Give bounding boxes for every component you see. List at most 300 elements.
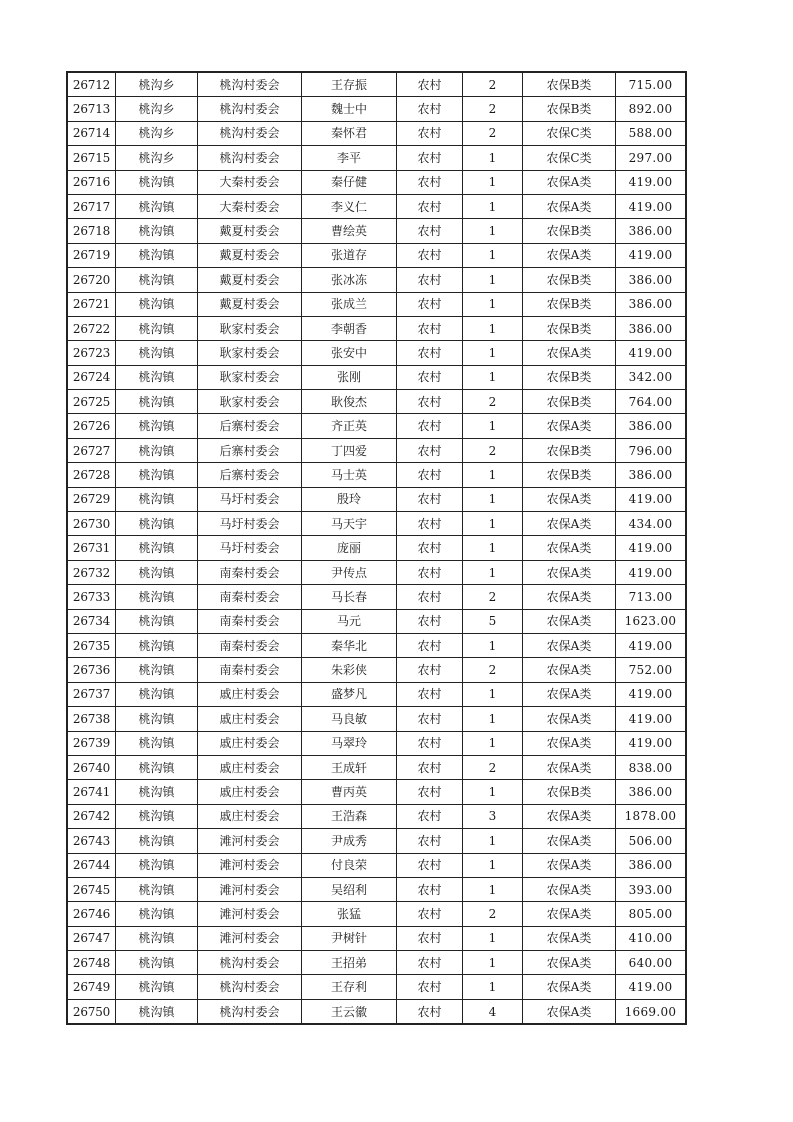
person-count-cell: 1 xyxy=(463,341,523,365)
insurance-category-cell: 农保A类 xyxy=(523,536,616,560)
household-type-cell: 农村 xyxy=(397,560,463,584)
record-id-cell: 26726 xyxy=(67,414,116,438)
insurance-category-cell: 农保A类 xyxy=(523,487,616,511)
record-id-cell: 26730 xyxy=(67,512,116,536)
household-type-cell: 农村 xyxy=(397,975,463,999)
village-committee-cell: 南秦村委会 xyxy=(198,609,302,633)
person-count-cell: 1 xyxy=(463,560,523,584)
record-id-cell: 26749 xyxy=(67,975,116,999)
insurance-category-cell: 农保A类 xyxy=(523,512,616,536)
person-count-cell: 1 xyxy=(463,414,523,438)
village-committee-cell: 桃沟村委会 xyxy=(198,975,302,999)
table-row xyxy=(67,999,686,1024)
village-committee-cell: 戴夏村委会 xyxy=(198,292,302,316)
household-type-cell: 农村 xyxy=(397,658,463,682)
household-type-cell: 农村 xyxy=(397,194,463,218)
table-row xyxy=(67,804,686,828)
village-committee-cell: 后寨村委会 xyxy=(198,463,302,487)
town-cell: 桃沟镇 xyxy=(116,243,198,267)
village-committee-cell: 大秦村委会 xyxy=(198,170,302,194)
amount-cell: 386.00 xyxy=(616,780,687,804)
table-row xyxy=(67,219,686,243)
amount-cell: 386.00 xyxy=(616,463,687,487)
village-committee-cell: 桃沟村委会 xyxy=(198,951,302,975)
village-committee-cell: 大秦村委会 xyxy=(198,194,302,218)
table-row xyxy=(67,731,686,755)
record-id-cell: 26750 xyxy=(67,999,116,1024)
person-name-cell: 魏士中 xyxy=(302,97,397,121)
village-committee-cell: 桃沟村委会 xyxy=(198,146,302,170)
table-row xyxy=(67,512,686,536)
insurance-category-cell: 农保A类 xyxy=(523,755,616,779)
person-name-cell: 秦怀君 xyxy=(302,121,397,145)
table-body xyxy=(67,72,686,1024)
household-type-cell: 农村 xyxy=(397,97,463,121)
village-committee-cell: 滩河村委会 xyxy=(198,926,302,950)
town-cell: 桃沟镇 xyxy=(116,219,198,243)
amount-cell: 419.00 xyxy=(616,633,687,657)
table-row xyxy=(67,121,686,145)
record-id-cell: 26737 xyxy=(67,682,116,706)
town-cell: 桃沟镇 xyxy=(116,194,198,218)
person-name-cell: 付良荣 xyxy=(302,853,397,877)
person-count-cell: 2 xyxy=(463,755,523,779)
insurance-category-cell: 农保A类 xyxy=(523,682,616,706)
insurance-category-cell: 农保A类 xyxy=(523,194,616,218)
person-count-cell: 1 xyxy=(463,731,523,755)
table-row xyxy=(67,829,686,853)
town-cell: 桃沟镇 xyxy=(116,755,198,779)
record-id-cell: 26731 xyxy=(67,536,116,560)
record-id-cell: 26742 xyxy=(67,804,116,828)
person-count-cell: 1 xyxy=(463,780,523,804)
person-count-cell: 5 xyxy=(463,609,523,633)
benefits-table xyxy=(66,71,687,1025)
table-row xyxy=(67,243,686,267)
table-row xyxy=(67,633,686,657)
table-row xyxy=(67,72,686,97)
person-name-cell: 殷玲 xyxy=(302,487,397,511)
town-cell: 桃沟镇 xyxy=(116,365,198,389)
household-type-cell: 农村 xyxy=(397,243,463,267)
table-row xyxy=(67,780,686,804)
record-id-cell: 26748 xyxy=(67,951,116,975)
person-name-cell: 王云徽 xyxy=(302,999,397,1024)
household-type-cell: 农村 xyxy=(397,438,463,462)
household-type-cell: 农村 xyxy=(397,682,463,706)
record-id-cell: 26733 xyxy=(67,585,116,609)
record-id-cell: 26741 xyxy=(67,780,116,804)
town-cell: 桃沟镇 xyxy=(116,316,198,340)
town-cell: 桃沟镇 xyxy=(116,658,198,682)
amount-cell: 419.00 xyxy=(616,560,687,584)
household-type-cell: 农村 xyxy=(397,853,463,877)
insurance-category-cell: 农保A类 xyxy=(523,951,616,975)
table-row xyxy=(67,877,686,901)
person-count-cell: 1 xyxy=(463,512,523,536)
insurance-category-cell: 农保A类 xyxy=(523,902,616,926)
person-count-cell: 2 xyxy=(463,121,523,145)
record-id-cell: 26739 xyxy=(67,731,116,755)
person-count-cell: 1 xyxy=(463,951,523,975)
amount-cell: 386.00 xyxy=(616,219,687,243)
household-type-cell: 农村 xyxy=(397,829,463,853)
table-row xyxy=(67,438,686,462)
table-row xyxy=(67,341,686,365)
table-row xyxy=(67,146,686,170)
amount-cell: 796.00 xyxy=(616,438,687,462)
insurance-category-cell: 农保A类 xyxy=(523,853,616,877)
household-type-cell: 农村 xyxy=(397,902,463,926)
table-row xyxy=(67,463,686,487)
town-cell: 桃沟乡 xyxy=(116,72,198,97)
person-name-cell: 张道存 xyxy=(302,243,397,267)
insurance-category-cell: 农保C类 xyxy=(523,121,616,145)
village-committee-cell: 桃沟村委会 xyxy=(198,999,302,1024)
table-row xyxy=(67,365,686,389)
amount-cell: 1878.00 xyxy=(616,804,687,828)
person-count-cell: 4 xyxy=(463,999,523,1024)
village-committee-cell: 滩河村委会 xyxy=(198,853,302,877)
village-committee-cell: 耿家村委会 xyxy=(198,341,302,365)
person-name-cell: 王存利 xyxy=(302,975,397,999)
village-committee-cell: 后寨村委会 xyxy=(198,414,302,438)
village-committee-cell: 滩河村委会 xyxy=(198,877,302,901)
insurance-category-cell: 农保B类 xyxy=(523,438,616,462)
amount-cell: 297.00 xyxy=(616,146,687,170)
town-cell: 桃沟镇 xyxy=(116,414,198,438)
person-name-cell: 张安中 xyxy=(302,341,397,365)
record-id-cell: 26736 xyxy=(67,658,116,682)
village-committee-cell: 滩河村委会 xyxy=(198,829,302,853)
person-count-cell: 1 xyxy=(463,146,523,170)
record-id-cell: 26734 xyxy=(67,609,116,633)
insurance-category-cell: 农保A类 xyxy=(523,829,616,853)
person-name-cell: 曹绘英 xyxy=(302,219,397,243)
person-name-cell: 张猛 xyxy=(302,902,397,926)
person-count-cell: 1 xyxy=(463,268,523,292)
insurance-category-cell: 农保A类 xyxy=(523,414,616,438)
person-name-cell: 马良敏 xyxy=(302,707,397,731)
amount-cell: 419.00 xyxy=(616,243,687,267)
record-id-cell: 26715 xyxy=(67,146,116,170)
insurance-category-cell: 农保B类 xyxy=(523,316,616,340)
record-id-cell: 26743 xyxy=(67,829,116,853)
town-cell: 桃沟镇 xyxy=(116,536,198,560)
person-name-cell: 庞丽 xyxy=(302,536,397,560)
person-count-cell: 1 xyxy=(463,463,523,487)
town-cell: 桃沟乡 xyxy=(116,97,198,121)
village-committee-cell: 戚庄村委会 xyxy=(198,731,302,755)
record-id-cell: 26725 xyxy=(67,390,116,414)
person-count-cell: 1 xyxy=(463,170,523,194)
village-committee-cell: 桃沟村委会 xyxy=(198,97,302,121)
household-type-cell: 农村 xyxy=(397,292,463,316)
insurance-category-cell: 农保A类 xyxy=(523,658,616,682)
person-name-cell: 马士英 xyxy=(302,463,397,487)
town-cell: 桃沟镇 xyxy=(116,341,198,365)
table-row xyxy=(67,536,686,560)
town-cell: 桃沟镇 xyxy=(116,463,198,487)
household-type-cell: 农村 xyxy=(397,780,463,804)
town-cell: 桃沟镇 xyxy=(116,829,198,853)
insurance-category-cell: 农保A类 xyxy=(523,731,616,755)
table-row xyxy=(67,560,686,584)
insurance-category-cell: 农保B类 xyxy=(523,292,616,316)
person-name-cell: 马元 xyxy=(302,609,397,633)
household-type-cell: 农村 xyxy=(397,512,463,536)
person-count-cell: 2 xyxy=(463,585,523,609)
insurance-category-cell: 农保A类 xyxy=(523,243,616,267)
table-row xyxy=(67,414,686,438)
table-row xyxy=(67,194,686,218)
person-name-cell: 李义仁 xyxy=(302,194,397,218)
table-row xyxy=(67,316,686,340)
record-id-cell: 26720 xyxy=(67,268,116,292)
household-type-cell: 农村 xyxy=(397,707,463,731)
person-name-cell: 丁四爱 xyxy=(302,438,397,462)
amount-cell: 386.00 xyxy=(616,292,687,316)
record-id-cell: 26722 xyxy=(67,316,116,340)
household-type-cell: 农村 xyxy=(397,609,463,633)
town-cell: 桃沟镇 xyxy=(116,877,198,901)
amount-cell: 419.00 xyxy=(616,487,687,511)
amount-cell: 805.00 xyxy=(616,902,687,926)
village-committee-cell: 戚庄村委会 xyxy=(198,804,302,828)
amount-cell: 715.00 xyxy=(616,72,687,97)
person-name-cell: 尹传点 xyxy=(302,560,397,584)
table-row xyxy=(67,390,686,414)
record-id-cell: 26744 xyxy=(67,853,116,877)
town-cell: 桃沟镇 xyxy=(116,487,198,511)
household-type-cell: 农村 xyxy=(397,268,463,292)
amount-cell: 838.00 xyxy=(616,755,687,779)
insurance-category-cell: 农保B类 xyxy=(523,219,616,243)
amount-cell: 419.00 xyxy=(616,975,687,999)
insurance-category-cell: 农保A类 xyxy=(523,707,616,731)
town-cell: 桃沟镇 xyxy=(116,170,198,194)
village-committee-cell: 戚庄村委会 xyxy=(198,707,302,731)
table-row xyxy=(67,682,686,706)
amount-cell: 892.00 xyxy=(616,97,687,121)
village-committee-cell: 南秦村委会 xyxy=(198,658,302,682)
amount-cell: 1623.00 xyxy=(616,609,687,633)
household-type-cell: 农村 xyxy=(397,487,463,511)
insurance-category-cell: 农保B类 xyxy=(523,463,616,487)
amount-cell: 588.00 xyxy=(616,121,687,145)
table-row xyxy=(67,755,686,779)
person-count-cell: 1 xyxy=(463,536,523,560)
table-row xyxy=(67,926,686,950)
town-cell: 桃沟镇 xyxy=(116,804,198,828)
table-row xyxy=(67,707,686,731)
insurance-category-cell: 农保A类 xyxy=(523,999,616,1024)
town-cell: 桃沟镇 xyxy=(116,560,198,584)
amount-cell: 419.00 xyxy=(616,194,687,218)
person-count-cell: 1 xyxy=(463,926,523,950)
household-type-cell: 农村 xyxy=(397,877,463,901)
amount-cell: 419.00 xyxy=(616,731,687,755)
insurance-category-cell: 农保B类 xyxy=(523,268,616,292)
person-count-cell: 1 xyxy=(463,243,523,267)
person-name-cell: 张成兰 xyxy=(302,292,397,316)
amount-cell: 419.00 xyxy=(616,707,687,731)
household-type-cell: 农村 xyxy=(397,755,463,779)
village-committee-cell: 耿家村委会 xyxy=(198,390,302,414)
town-cell: 桃沟镇 xyxy=(116,268,198,292)
person-count-cell: 1 xyxy=(463,292,523,316)
record-id-cell: 26721 xyxy=(67,292,116,316)
amount-cell: 419.00 xyxy=(616,682,687,706)
insurance-category-cell: 农保A类 xyxy=(523,609,616,633)
amount-cell: 713.00 xyxy=(616,585,687,609)
town-cell: 桃沟乡 xyxy=(116,146,198,170)
person-name-cell: 耿俊杰 xyxy=(302,390,397,414)
household-type-cell: 农村 xyxy=(397,390,463,414)
person-name-cell: 尹树针 xyxy=(302,926,397,950)
household-type-cell: 农村 xyxy=(397,146,463,170)
household-type-cell: 农村 xyxy=(397,414,463,438)
table-row xyxy=(67,487,686,511)
household-type-cell: 农村 xyxy=(397,170,463,194)
insurance-category-cell: 农保A类 xyxy=(523,975,616,999)
record-id-cell: 26745 xyxy=(67,877,116,901)
town-cell: 桃沟镇 xyxy=(116,902,198,926)
record-id-cell: 26714 xyxy=(67,121,116,145)
town-cell: 桃沟镇 xyxy=(116,975,198,999)
table-row xyxy=(67,268,686,292)
amount-cell: 386.00 xyxy=(616,414,687,438)
table-row xyxy=(67,585,686,609)
record-id-cell: 26724 xyxy=(67,365,116,389)
household-type-cell: 农村 xyxy=(397,72,463,97)
insurance-category-cell: 农保B类 xyxy=(523,390,616,414)
person-count-cell: 1 xyxy=(463,853,523,877)
amount-cell: 752.00 xyxy=(616,658,687,682)
record-id-cell: 26727 xyxy=(67,438,116,462)
village-committee-cell: 耿家村委会 xyxy=(198,316,302,340)
person-name-cell: 吴绍利 xyxy=(302,877,397,901)
person-count-cell: 1 xyxy=(463,316,523,340)
person-count-cell: 1 xyxy=(463,487,523,511)
person-count-cell: 1 xyxy=(463,194,523,218)
person-name-cell: 王存振 xyxy=(302,72,397,97)
town-cell: 桃沟镇 xyxy=(116,926,198,950)
person-name-cell: 秦仔健 xyxy=(302,170,397,194)
person-count-cell: 2 xyxy=(463,438,523,462)
village-committee-cell: 戴夏村委会 xyxy=(198,243,302,267)
insurance-category-cell: 农保A类 xyxy=(523,926,616,950)
household-type-cell: 农村 xyxy=(397,463,463,487)
record-id-cell: 26713 xyxy=(67,97,116,121)
amount-cell: 764.00 xyxy=(616,390,687,414)
person-count-cell: 1 xyxy=(463,365,523,389)
person-name-cell: 王招弟 xyxy=(302,951,397,975)
household-type-cell: 农村 xyxy=(397,999,463,1024)
person-name-cell: 张冰冻 xyxy=(302,268,397,292)
person-name-cell: 马翠玲 xyxy=(302,731,397,755)
person-count-cell: 1 xyxy=(463,975,523,999)
table-row xyxy=(67,609,686,633)
household-type-cell: 农村 xyxy=(397,951,463,975)
town-cell: 桃沟镇 xyxy=(116,731,198,755)
household-type-cell: 农村 xyxy=(397,219,463,243)
person-count-cell: 1 xyxy=(463,707,523,731)
village-committee-cell: 马圩村委会 xyxy=(198,512,302,536)
town-cell: 桃沟镇 xyxy=(116,585,198,609)
village-committee-cell: 戴夏村委会 xyxy=(198,219,302,243)
household-type-cell: 农村 xyxy=(397,585,463,609)
record-id-cell: 26712 xyxy=(67,72,116,97)
household-type-cell: 农村 xyxy=(397,365,463,389)
person-name-cell: 王浩森 xyxy=(302,804,397,828)
insurance-category-cell: 农保A类 xyxy=(523,633,616,657)
amount-cell: 342.00 xyxy=(616,365,687,389)
amount-cell: 506.00 xyxy=(616,829,687,853)
person-count-cell: 1 xyxy=(463,877,523,901)
town-cell: 桃沟镇 xyxy=(116,633,198,657)
person-count-cell: 2 xyxy=(463,658,523,682)
record-id-cell: 26718 xyxy=(67,219,116,243)
person-count-cell: 1 xyxy=(463,829,523,853)
person-name-cell: 朱彩侠 xyxy=(302,658,397,682)
person-name-cell: 张刚 xyxy=(302,365,397,389)
town-cell: 桃沟镇 xyxy=(116,999,198,1024)
record-id-cell: 26740 xyxy=(67,755,116,779)
town-cell: 桃沟镇 xyxy=(116,438,198,462)
household-type-cell: 农村 xyxy=(397,731,463,755)
amount-cell: 434.00 xyxy=(616,512,687,536)
town-cell: 桃沟镇 xyxy=(116,951,198,975)
insurance-category-cell: 农保A类 xyxy=(523,804,616,828)
village-committee-cell: 马圩村委会 xyxy=(198,536,302,560)
person-name-cell: 齐正英 xyxy=(302,414,397,438)
person-count-cell: 3 xyxy=(463,804,523,828)
person-name-cell: 尹成秀 xyxy=(302,829,397,853)
person-count-cell: 1 xyxy=(463,219,523,243)
household-type-cell: 农村 xyxy=(397,926,463,950)
insurance-category-cell: 农保A类 xyxy=(523,170,616,194)
household-type-cell: 农村 xyxy=(397,341,463,365)
record-id-cell: 26747 xyxy=(67,926,116,950)
record-id-cell: 26738 xyxy=(67,707,116,731)
amount-cell: 419.00 xyxy=(616,341,687,365)
insurance-category-cell: 农保B类 xyxy=(523,780,616,804)
village-committee-cell: 耿家村委会 xyxy=(198,365,302,389)
village-committee-cell: 马圩村委会 xyxy=(198,487,302,511)
town-cell: 桃沟镇 xyxy=(116,512,198,536)
household-type-cell: 农村 xyxy=(397,633,463,657)
person-name-cell: 李平 xyxy=(302,146,397,170)
household-type-cell: 农村 xyxy=(397,804,463,828)
insurance-category-cell: 农保A类 xyxy=(523,585,616,609)
town-cell: 桃沟乡 xyxy=(116,121,198,145)
town-cell: 桃沟镇 xyxy=(116,853,198,877)
insurance-category-cell: 农保A类 xyxy=(523,560,616,584)
household-type-cell: 农村 xyxy=(397,536,463,560)
person-name-cell: 曹丙英 xyxy=(302,780,397,804)
village-committee-cell: 戚庄村委会 xyxy=(198,682,302,706)
village-committee-cell: 南秦村委会 xyxy=(198,633,302,657)
person-count-cell: 2 xyxy=(463,72,523,97)
person-count-cell: 2 xyxy=(463,390,523,414)
village-committee-cell: 戴夏村委会 xyxy=(198,268,302,292)
town-cell: 桃沟镇 xyxy=(116,390,198,414)
village-committee-cell: 戚庄村委会 xyxy=(198,780,302,804)
record-id-cell: 26732 xyxy=(67,560,116,584)
record-id-cell: 26723 xyxy=(67,341,116,365)
village-committee-cell: 桃沟村委会 xyxy=(198,72,302,97)
